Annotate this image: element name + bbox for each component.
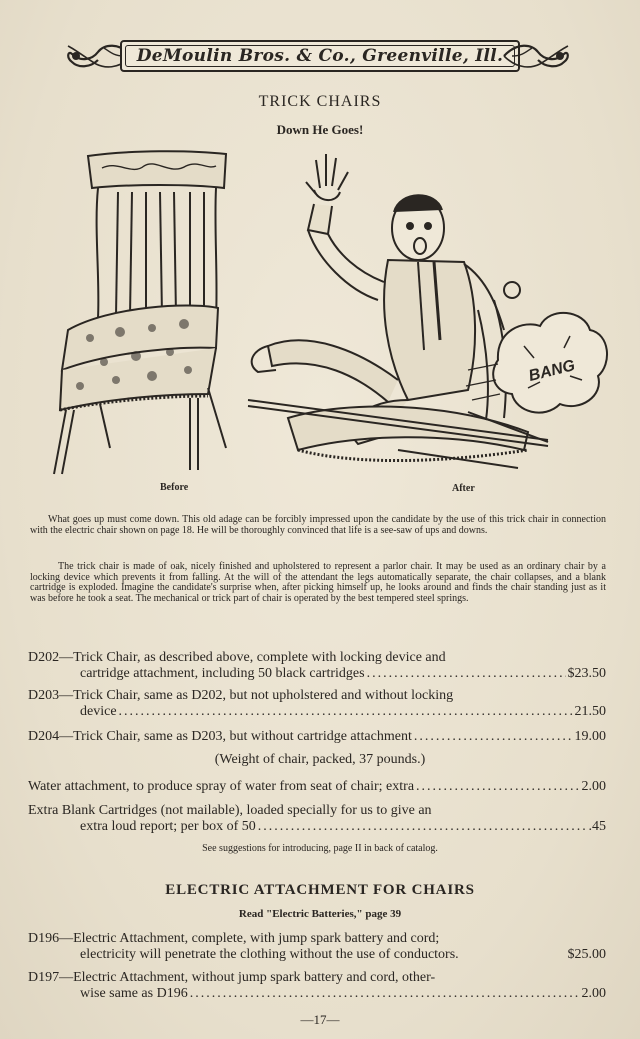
right-scroll-ornament [502,38,572,74]
weight-note: (Weight of chair, packed, 37 pounds.) [214,752,426,767]
item-price: 19.00 [574,729,606,744]
item-description-cont: extra loud report; per box of 50 [80,819,256,834]
item-d204 [28,729,606,745]
item-price: 2.00 [581,986,606,1001]
item-description: D204—Trick Chair, same as D203, but without cartridge attachment [28,729,412,744]
extra-water-attachment [28,779,606,795]
item-description-cont: electricity will penetrate the clothing without the use of conductors. [80,947,459,962]
item-description: D196—Electric Attachment, complete, with jump spark battery and cord; [28,931,440,946]
page-subtitle: Down He Goes! [276,122,364,137]
item-d197 [28,970,606,1002]
item-d202 [28,650,606,682]
banner-title: DeMoulin Bros. & Co., Greenville, Ill. [136,46,504,66]
item-price: 21.50 [574,704,606,719]
banner-frame [120,40,520,72]
leader-dots [416,779,579,795]
leader-dots [414,729,573,745]
item-description: Extra Blank Cartridges (not mailable), loaded specially for us to give an [28,803,432,818]
item-description: D197—Electric Attachment, without jump spark battery and cord, other- [28,970,436,985]
chair-after-illustration [228,150,612,480]
item-price: $23.50 [567,666,606,681]
item-price: $25.00 [567,947,606,962]
item-price: 2.00 [581,779,606,794]
item-description-cont: cartridge attachment, including 50 black cartridges [80,666,365,681]
item-description-cont: wise same as D196 [80,986,188,1001]
item-d196 [28,931,606,963]
item-d203 [28,688,606,720]
leader-dots [190,986,580,1002]
item-description: D203—Trick Chair, same as D202, but not upholstered and without locking [28,688,454,703]
page-number: —17— [300,1012,340,1027]
item-description: Water attachment, to produce spray of water from seat of chair; extra [28,779,415,794]
item-description: D202—Trick Chair, as described above, complete with locking device and [28,650,446,665]
description-paragraph: The trick chair is made of oak, nicely finished and upholstered to represent a parlor chair. It may be used as an ordinary chair by a locking device which prevents it from falling. At the will of the attendant the legs automatically separate, the chair collapses, and a blank cartridge is exploded. Imagine the candidate's surprise when, after picking himself up, he looks around and finds the chair standing just as it was before he took a seat. The mechanical or trick part of chair is operated by the best tempered steel springs. [30,561,606,604]
chair-before-illustration [40,148,230,480]
caption-before: Before [160,482,189,493]
leader-dots [367,666,566,682]
section-title: ELECTRIC ATTACHMENT FOR CHAIRS [165,882,475,898]
section-subtitle: Read "Electric Batteries," page 39 [238,908,402,920]
item-description-cont: device [80,704,117,719]
leader-dots [258,819,587,835]
item-price: .45 [588,819,606,834]
extra-blank-cartridges [28,803,606,835]
page-title: TRICK CHAIRS [258,93,382,110]
leader-dots [119,704,573,720]
header-banner [64,38,572,74]
intro-paragraph: What goes up must come down. This old adage can be forcibly impressed upon the candidate by the use of this trick chair in connection with the electric chair shown on page 18. He will be thoroughly convinced that life is a see-saw of ups and downs. [30,514,606,536]
caption-after: After [452,483,475,494]
bang-text: BANG [526,357,577,386]
suggestion-note: See suggestions for introducing, page II in back of catalog. [202,843,438,854]
